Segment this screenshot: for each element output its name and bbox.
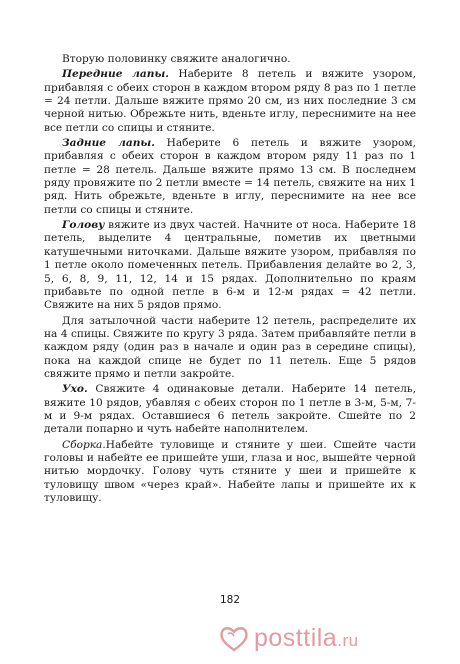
paragraph-back-of-head: [44, 315, 416, 382]
watermark-text: posttila: [254, 624, 338, 652]
section-heading: Ухо.: [62, 383, 88, 396]
paragraph-text: вяжите из двух частей. Начните от носа. Наберите 18 петель, выделите 4 центральные, пометив их цветными катушечными ниточками. Дальше вяжите узором, прибавляя по 1 петле около помеченных петель. Прибавления делайте во 2, 3, 5, 6, 8, 9, 11, 12, 14 и 15 рядах. Дополнительно по краям прибавьте по одной петле в 6-м и 12-м рядах = 42 петли. Свяжите на них 5 рядов прямо.: [44, 219, 416, 312]
watermark-suffix: .ru: [337, 631, 359, 650]
paragraph-intro: [44, 53, 416, 66]
paragraph-head: [44, 219, 416, 312]
section-heading: Передние лапы.: [62, 68, 169, 81]
paragraph-text: Свяжите 4 одинаковые детали. Наберите 14 петель, вяжите 10 рядов, убавляя с обеих сторон по 1 петле в 3-м, 5-м, 7-м и 9-м рядах. Оставшиеся 6 петель закройте. Сшейте по 2 детали попарно и чуть набейте наполнителем.: [44, 383, 416, 436]
paragraph-text: Наберите 6 петель и вяжите узором, прибавляя с обеих сторон в каждом втором ряду 11 раз по 1 петле = 28 петель. Дальше вяжите прямо 13 см. В последнем ряду провяжите по 2 петли вместе = 14 петель, свяжите на них 1 ряд. Нить обрежьте, вденьте в иглу, переснимите на нее все петли со спицы и стяните.: [44, 137, 416, 216]
paragraph-hind-paws: [44, 137, 416, 217]
paragraph-front-paws: [44, 68, 416, 135]
paragraph-text: Для затылочной части наберите 12 петель, распределите их на 4 спицы. Свяжите по кругу 3 ряда. Затем прибавляйте петли в каждом ряду (один раз в начале и один раз в середине спицы), пока на каждой спице не будет по 11 петель. Еще 5 рядов свяжите прямо и петли закройте.: [44, 314, 416, 380]
watermark[interactable]: [254, 624, 359, 653]
paragraph-assembly: [44, 439, 416, 506]
paragraph-text: Наберите 8 петель и вяжите узором, прибавляя с обеих сторон в каждом втором ряду 8 раз по 1 петле = 24 петли. Дальше вяжите прямо 20 см, из них последние 3 см черной нитью. Обрежьте нить, вденьте иглу, переснимите на нее все петли со спицы и стяните.: [44, 68, 416, 134]
paragraph-text: Вторую половинку свяжите аналогично.: [62, 53, 291, 65]
section-heading: Задние лапы.: [62, 137, 155, 150]
paragraph-ear: [44, 383, 416, 436]
document-body: [44, 53, 416, 507]
section-heading: Голову: [62, 219, 105, 232]
paragraph-text: Набейте туловище и стяните у шеи. Сшейте части головы и набейте ее пришейте уши, глаза и нос, вышейте черной нитью мордочку. Голову чуть стяните у шеи и пришейте к туловищу швом «через край». Набейте лапы и пришейте их к туловищу.: [44, 438, 416, 504]
section-heading: Сборка.: [62, 438, 106, 451]
page-number: 182: [219, 594, 241, 606]
watermark-logo-icon: [218, 623, 250, 653]
